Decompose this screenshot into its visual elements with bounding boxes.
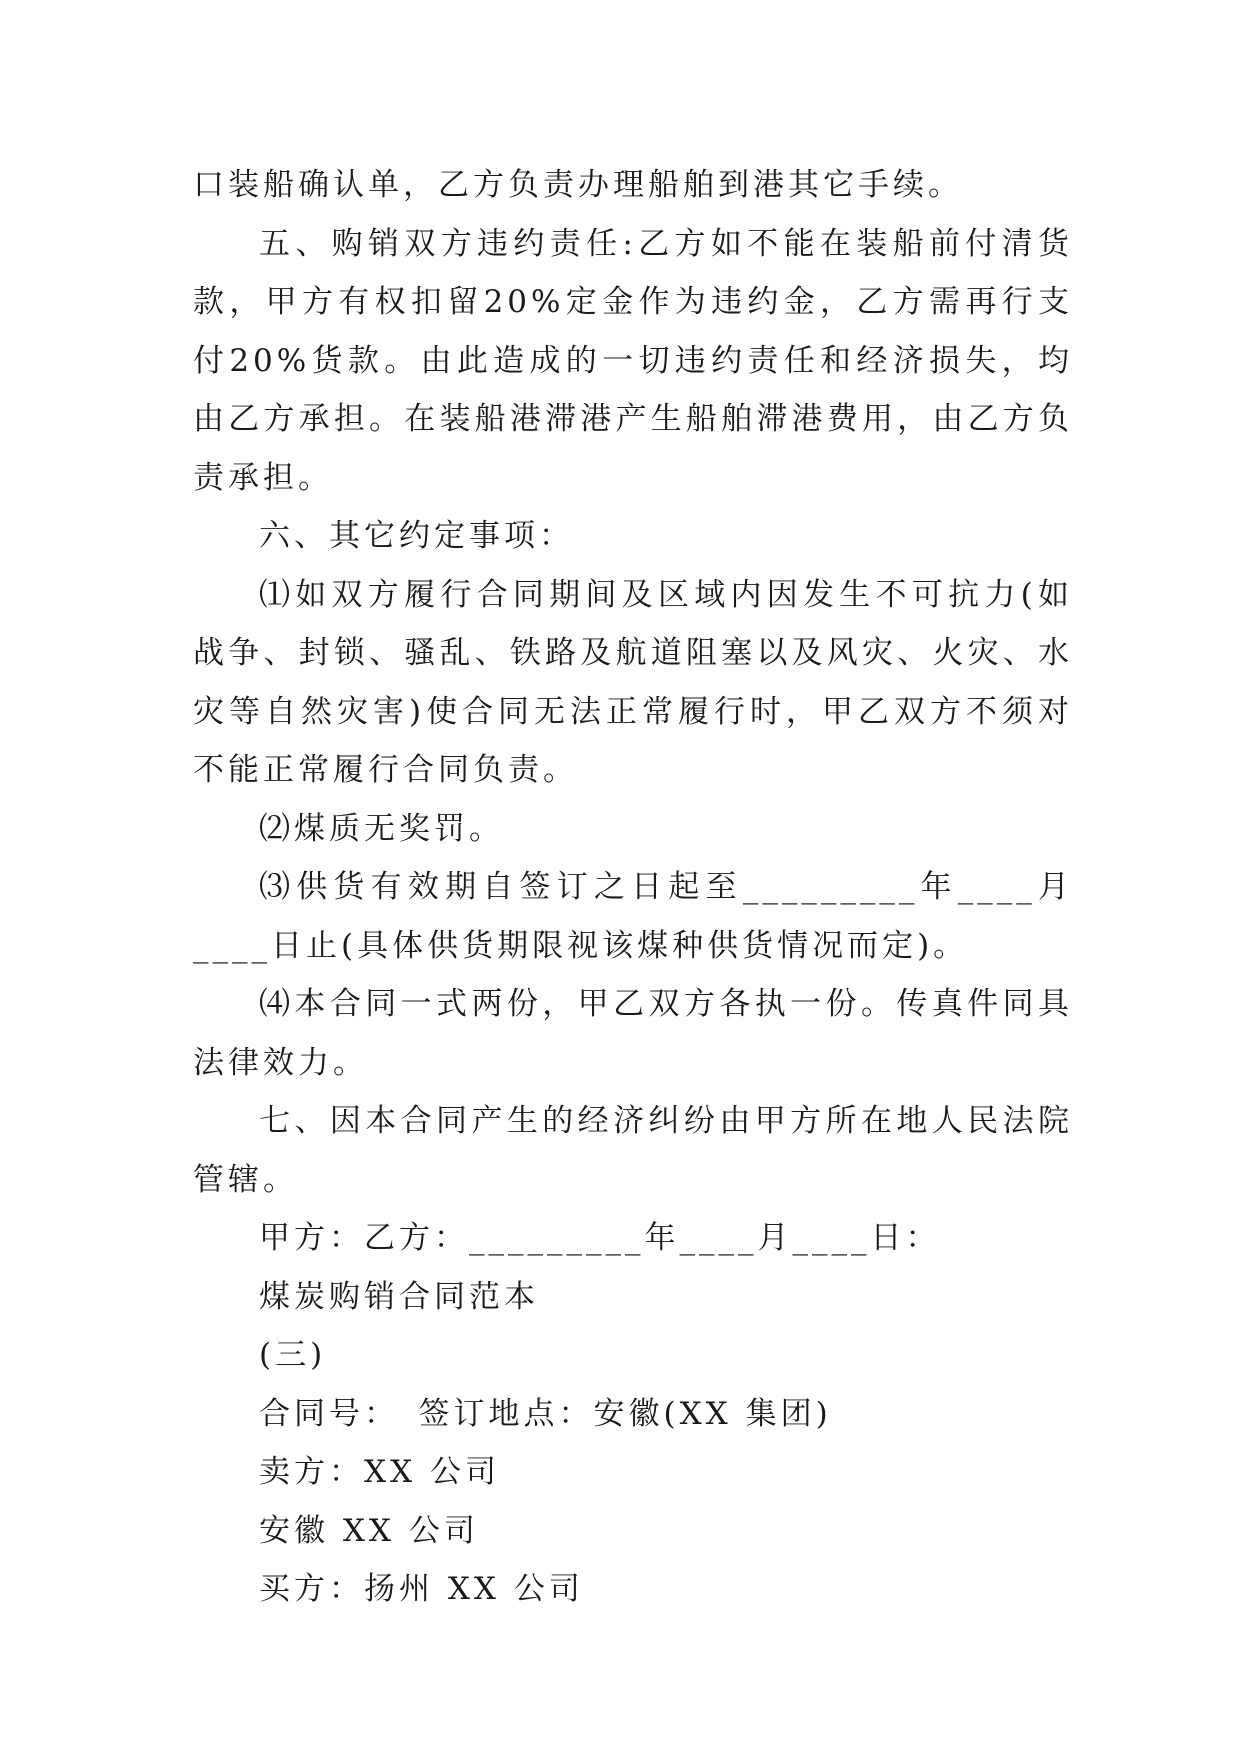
paragraph-item-3: ⑶供货有效期自签订之日起至_________年____月____日止(具体供货期限视该煤种供货情况而定)。	[193, 869, 1073, 964]
paragraph-continuation: 口装船确认单，乙方负责办理船舶到港其它手续。	[193, 167, 963, 203]
paragraph-clause-5: 五、购销双方违约责任:乙方如不能在装船前付清货款，甲方有权扣留20%定金作为违约金，乙方需再行支付20%货款。由此造成的一切违约责任和经济损失，均由乙方承担。在装船港滞港产生船舶滞港费用，由乙方负责承担。	[193, 225, 1073, 496]
section-number: (三)	[259, 1337, 327, 1373]
seller-line: 卖方：XX 公司	[259, 1454, 500, 1490]
paragraph-clause-7: 七、因本合同产生的经济纠纷由甲方所在地人民法院管辖。	[193, 1103, 1073, 1198]
paragraph-item-1: ⑴如双方履行合同期间及区域内因发生不可抗力(如战争、封锁、骚乱、铁路及航道阻塞以及风灾、火灾、水灾等自然灾害)使合同无法正常履行时，甲乙双方不须对不能正常履行合同负责。	[193, 576, 1073, 788]
buyer-line: 买方：扬州 XX 公司	[259, 1571, 584, 1607]
paragraph-item-2: ⑵煤质无奖罚。	[259, 810, 504, 847]
paragraph-item-4: ⑷本合同一式两份，甲乙双方各执一份。传真件同具法律效力。	[193, 986, 1073, 1081]
contract-info: 合同号： 签订地点：安徽(XX 集团)	[259, 1395, 832, 1432]
seller-sub-line: 安徽 XX 公司	[259, 1512, 479, 1549]
document-body	[193, 156, 1073, 1619]
paragraph-clause-6-heading: 六、其它约定事项：	[259, 518, 574, 554]
signature-line: 甲方：乙方：_________年____月____日：	[259, 1220, 941, 1256]
section-title: 煤炭购销合同范本	[259, 1278, 539, 1315]
